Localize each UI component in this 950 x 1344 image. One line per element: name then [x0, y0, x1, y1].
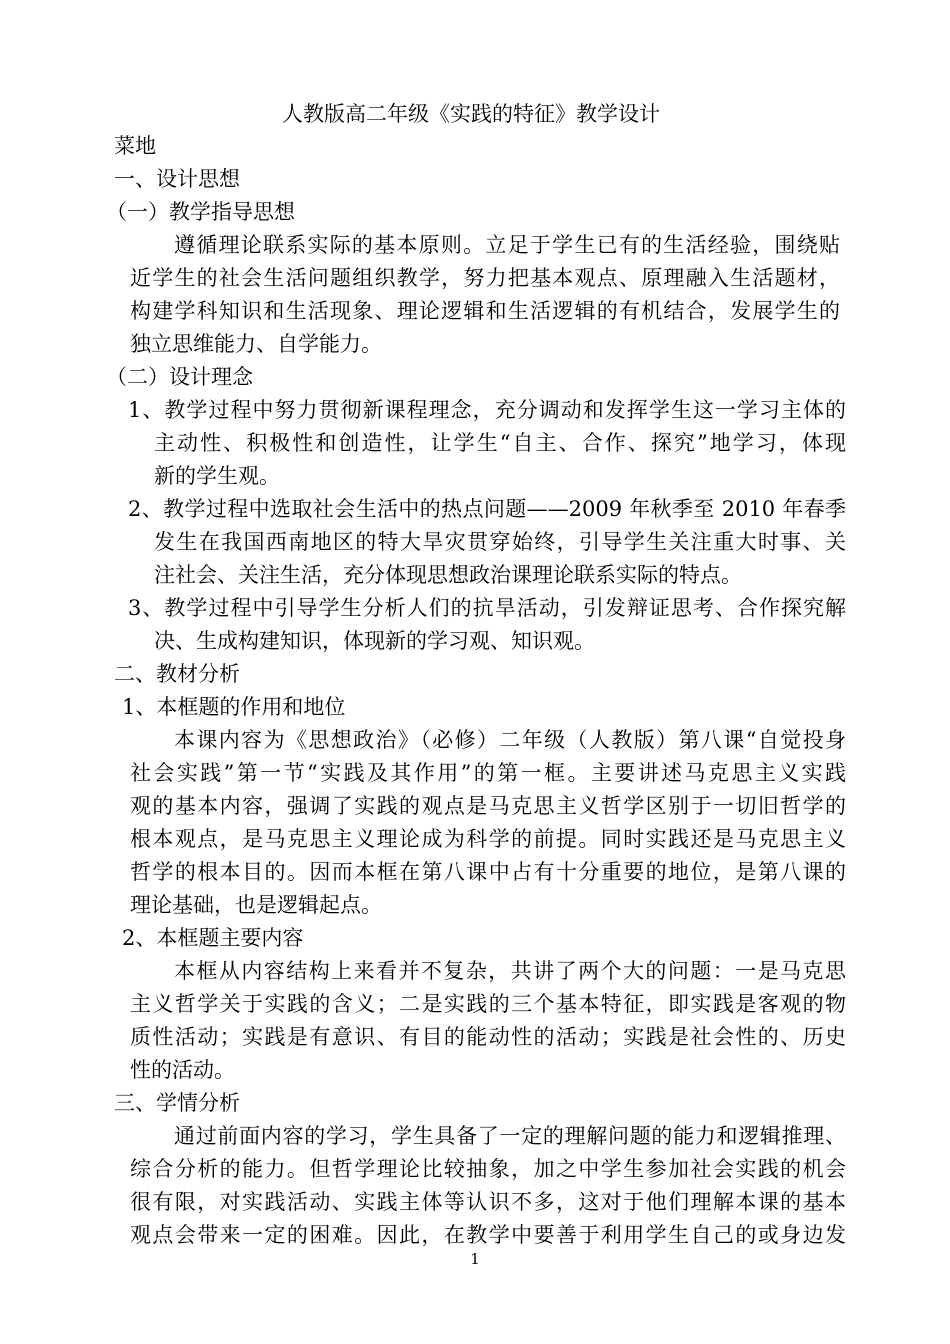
- paragraph-line: 本课内容为《思想政治》（必修）二年级（人教版）第八课“自觉投身: [174, 728, 846, 752]
- section-heading: 一、设计思想: [114, 167, 240, 191]
- list-item-line: 发生在我国西南地区的特大旱灾贯穿始终，引导学生关注重大时事、关: [154, 530, 846, 554]
- paragraph-line: 根本观点，是马克思主义理论成为科学的前提。同时实践还是马克思主义: [130, 827, 846, 851]
- paragraph-line: 社会实践”第一节“实践及其作用”的第一框。主要讲述马克思主义实践: [130, 761, 846, 785]
- list-item-line: 注社会、关注生活，充分体现思想政治课理论联系实际的特点。: [154, 563, 742, 587]
- paragraph-line: 观点会带来一定的困难。因此，在教学中要善于利用学生自己的或身边发: [130, 1223, 846, 1247]
- document-title: 人教版高二年级《实践的特征》教学设计: [282, 102, 660, 126]
- subsection-heading: （一）教学指导思想: [106, 200, 295, 224]
- paragraph-line: 主义哲学关于实践的含义；二是实践的三个基本特征，即实践是客观的物: [130, 992, 846, 1016]
- subsection-heading: （二）设计理念: [106, 365, 253, 389]
- section-heading: 三、学情分析: [114, 1091, 240, 1115]
- paragraph-line: 遵循理论联系实际的基本原则。立足于学生已有的生活经验，围绕贴: [174, 233, 840, 257]
- list-item-line: 新的学生观。: [154, 464, 280, 488]
- paragraph-line: 独立思维能力、自学能力。: [130, 332, 382, 356]
- author-name: 菜地: [114, 134, 156, 158]
- list-item-line: 决、生成构建知识，体现新的学习观、知识观。: [154, 629, 595, 653]
- paragraph-line: 构建学科知识和生活现象、理论逻辑和生活逻辑的有机结合，发展学生的: [130, 299, 840, 323]
- page-number: 1: [470, 1250, 480, 1268]
- paragraph-line: 本框从内容结构上来看并不复杂，共讲了两个大的问题：一是马克思: [174, 959, 846, 983]
- list-item-line: 3、教学过程中引导学生分析人们的抗旱活动，引发辩证思考、合作探究解: [128, 596, 846, 620]
- section-heading: 二、教材分析: [114, 662, 240, 686]
- subsection-heading: 2、本框题主要内容: [122, 926, 304, 950]
- list-item-line: 2、教学过程中选取社会生活中的热点问题——2009 年秋季至 2010 年春季: [128, 497, 846, 521]
- paragraph-line: 理论基础，也是逻辑起点。: [130, 893, 382, 917]
- paragraph-line: 质性活动；实践是有意识、有目的能动性的活动；实践是社会性的、历史: [130, 1025, 846, 1049]
- paragraph-line: 综合分析的能力。但哲学理论比较抽象，加之中学生参加社会实践的机会: [130, 1157, 846, 1181]
- paragraph-line: 近学生的社会生活问题组织教学，努力把基本观点、原理融入生活题材，: [130, 266, 840, 290]
- list-item-line: 1、教学过程中努力贯彻新课程理念，充分调动和发挥学生这一学习主体的: [128, 398, 846, 422]
- paragraph-line: 哲学的根本目的。因而本框在第八课中占有十分重要的地位，是第八课的: [130, 860, 846, 884]
- paragraph-line: 很有限，对实践活动、实践主体等认识不多，这对于他们理解本课的基本: [130, 1190, 846, 1214]
- subsection-heading: 1、本框题的作用和地位: [122, 695, 346, 719]
- paragraph-line: 通过前面内容的学习，学生具备了一定的理解问题的能力和逻辑推理、: [174, 1124, 846, 1148]
- paragraph-line: 性的活动。: [130, 1058, 235, 1082]
- list-item-line: 主动性、积极性和创造性，让学生“自主、合作、探究”地学习，体现: [154, 431, 846, 455]
- paragraph-line: 观的基本内容，强调了实践的观点是马克思主义哲学区别于一切旧哲学的: [130, 794, 846, 818]
